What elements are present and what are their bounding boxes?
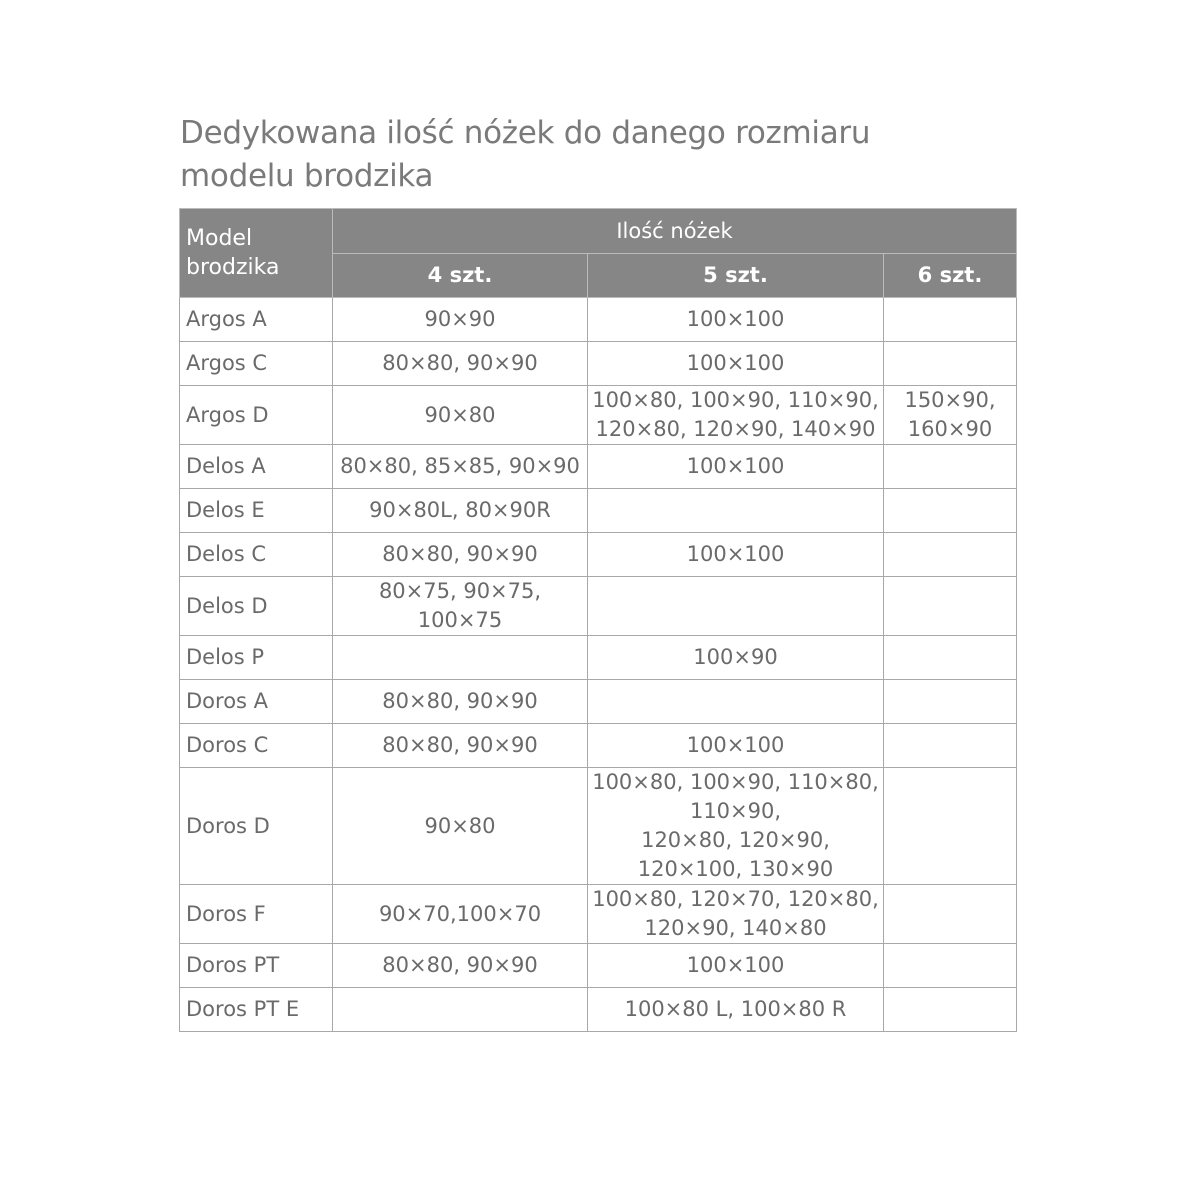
cell-4-pcs: 90×80: [333, 386, 588, 445]
cell-6-pcs: [884, 533, 1017, 577]
cell-4-pcs: 90×80: [333, 768, 588, 885]
model-cell: Argos C: [180, 342, 333, 386]
cell-6-pcs: [884, 636, 1017, 680]
table-row: [180, 944, 1017, 988]
cell-5-pcs: 100×100: [588, 342, 884, 386]
legs-table: [179, 208, 1017, 1032]
cell-5-pcs: 100×80, 100×90, 110×90, 120×80, 120×90, 140×90: [588, 386, 884, 445]
cell-6-pcs: [884, 885, 1017, 944]
cell-5-pcs: [588, 680, 884, 724]
model-cell: Argos A: [180, 298, 333, 342]
cell-4-pcs: 80×80, 90×90: [333, 342, 588, 386]
cell-6-pcs: [884, 342, 1017, 386]
cell-5-pcs: 100×90: [588, 636, 884, 680]
model-header: Model brodzika: [180, 209, 333, 298]
cell-4-pcs: 90×80L, 80×90R: [333, 489, 588, 533]
header-4-pcs: 4 szt.: [333, 254, 588, 298]
cell-4-pcs: 80×80, 90×90: [333, 680, 588, 724]
cell-5-pcs: 100×80, 100×90, 110×80, 110×90, 120×80, 120×90, 120×100, 130×90: [588, 768, 884, 885]
table-row: [180, 298, 1017, 342]
cell-5-pcs: 100×100: [588, 944, 884, 988]
cell-4-pcs: 80×75, 90×75, 100×75: [333, 577, 588, 636]
cell-6-pcs: [884, 944, 1017, 988]
cell-6-pcs: 150×90, 160×90: [884, 386, 1017, 445]
cell-6-pcs: [884, 724, 1017, 768]
cell-5-pcs: [588, 489, 884, 533]
model-cell: Argos D: [180, 386, 333, 445]
table-row: [180, 680, 1017, 724]
cell-4-pcs: [333, 636, 588, 680]
table-row: [180, 636, 1017, 680]
cell-6-pcs: [884, 680, 1017, 724]
cell-4-pcs: 80×80, 90×90: [333, 533, 588, 577]
table-row: [180, 988, 1017, 1032]
cell-5-pcs: 100×100: [588, 724, 884, 768]
model-cell: Delos D: [180, 577, 333, 636]
cell-5-pcs: 100×100: [588, 298, 884, 342]
model-cell: Doros D: [180, 768, 333, 885]
table-row: [180, 768, 1017, 885]
model-cell: Delos E: [180, 489, 333, 533]
header-6-pcs: 6 szt.: [884, 254, 1017, 298]
cell-6-pcs: [884, 489, 1017, 533]
cell-5-pcs: 100×80, 120×70, 120×80, 120×90, 140×80: [588, 885, 884, 944]
cell-6-pcs: [884, 445, 1017, 489]
cell-5-pcs: 100×100: [588, 445, 884, 489]
table-row: [180, 724, 1017, 768]
cell-4-pcs: 90×70,100×70: [333, 885, 588, 944]
cell-4-pcs: 90×90: [333, 298, 588, 342]
model-cell: Delos C: [180, 533, 333, 577]
model-cell: Delos P: [180, 636, 333, 680]
page-title: Dedykowana ilość nóżek do danego rozmiaru modelu brodzika: [180, 115, 871, 194]
table-row: [180, 577, 1017, 636]
cell-5-pcs: [588, 577, 884, 636]
model-cell: Doros PT: [180, 944, 333, 988]
table-row: [180, 445, 1017, 489]
cell-4-pcs: 80×80, 90×90: [333, 944, 588, 988]
cell-4-pcs: 80×80, 85×85, 90×90: [333, 445, 588, 489]
cell-6-pcs: [884, 298, 1017, 342]
model-cell: Doros PT E: [180, 988, 333, 1032]
model-cell: Doros C: [180, 724, 333, 768]
model-cell: Doros F: [180, 885, 333, 944]
cell-5-pcs: 100×80 L, 100×80 R: [588, 988, 884, 1032]
model-cell: Delos A: [180, 445, 333, 489]
cell-6-pcs: [884, 577, 1017, 636]
cell-6-pcs: [884, 768, 1017, 885]
table-row: [180, 885, 1017, 944]
cell-4-pcs: 80×80, 90×90: [333, 724, 588, 768]
table-row: [180, 386, 1017, 445]
table-row: [180, 342, 1017, 386]
table-row: [180, 489, 1017, 533]
cell-6-pcs: [884, 988, 1017, 1032]
cell-4-pcs: [333, 988, 588, 1032]
header-5-pcs: 5 szt.: [588, 254, 884, 298]
table-row: [180, 533, 1017, 577]
legs-count-header: Ilość nóżek: [333, 209, 1017, 254]
model-cell: Doros A: [180, 680, 333, 724]
cell-5-pcs: 100×100: [588, 533, 884, 577]
